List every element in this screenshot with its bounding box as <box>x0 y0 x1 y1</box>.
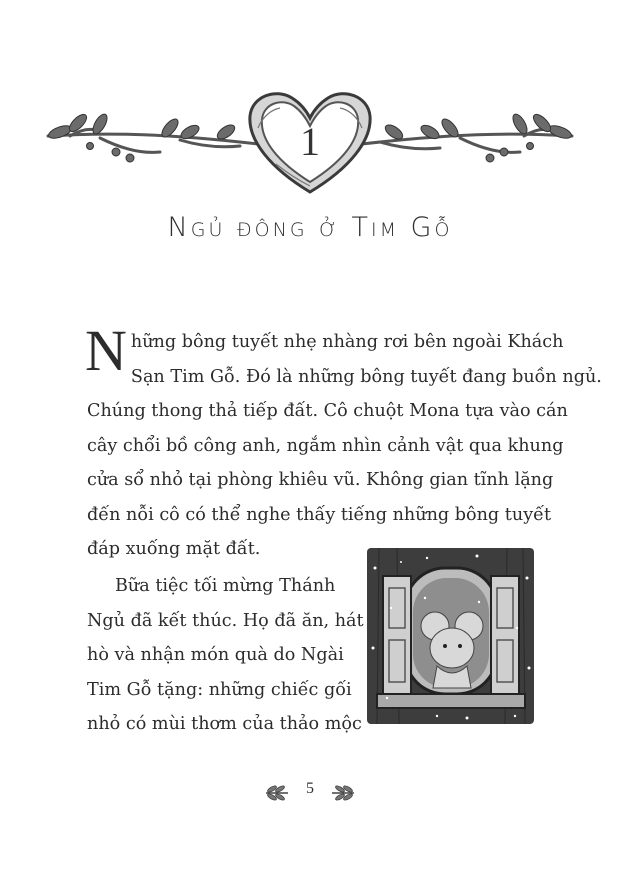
paragraph-1-line: Sạn Tim Gỗ. Đó là những bông tuyết đang buồn ngủ. <box>130 366 602 387</box>
paragraph-1 <box>85 318 602 567</box>
right-leaves-icon <box>383 112 573 162</box>
paragraph-2-line: nhỏ có mùi thơm của thảo mộc <box>87 714 362 734</box>
drop-cap: N <box>85 318 127 383</box>
paragraph-2-line: Bữa tiệc tối mừng Thánh <box>115 576 336 596</box>
paragraph-1-line: đáp xuống mặt đất. <box>87 539 261 559</box>
paragraph-2-line: hò và nhận món quà do Ngài <box>87 645 344 665</box>
chapter-title: Ngủ đông ở Tim Gỗ <box>167 212 453 243</box>
mouse-window-illustration <box>367 548 534 724</box>
paragraph-2 <box>87 569 364 742</box>
paragraph-1-line: cửa sổ nhỏ tại phòng khiêu vũ. Không gian tĩnh lặng <box>87 470 554 490</box>
paragraph-1-line: Chúng thong thả tiếp đất. Cô chuột Mona tựa vào cán <box>87 401 568 421</box>
page-number: 5 <box>306 780 314 797</box>
paragraph-2-line: Ngủ đã kết thúc. Họ đã ăn, hát <box>87 610 364 631</box>
paragraph-1-line: hững bông tuyết nhẹ nhàng rơi bên ngoài Khách <box>130 332 564 352</box>
paragraph-1-line: cây chổi bồ công anh, ngắm nhìn cảnh vật qua khung <box>87 435 564 456</box>
right-sprig-icon <box>332 785 354 801</box>
left-leaves-icon <box>47 112 237 162</box>
left-sprig-icon <box>266 785 288 801</box>
chapter-number: 1 <box>300 119 320 164</box>
paragraph-2-line: Tim Gỗ tặng: những chiếc gối <box>87 679 352 700</box>
paragraph-1-line: đến nỗi cô có thể nghe thấy tiếng những bông tuyết <box>87 504 552 525</box>
